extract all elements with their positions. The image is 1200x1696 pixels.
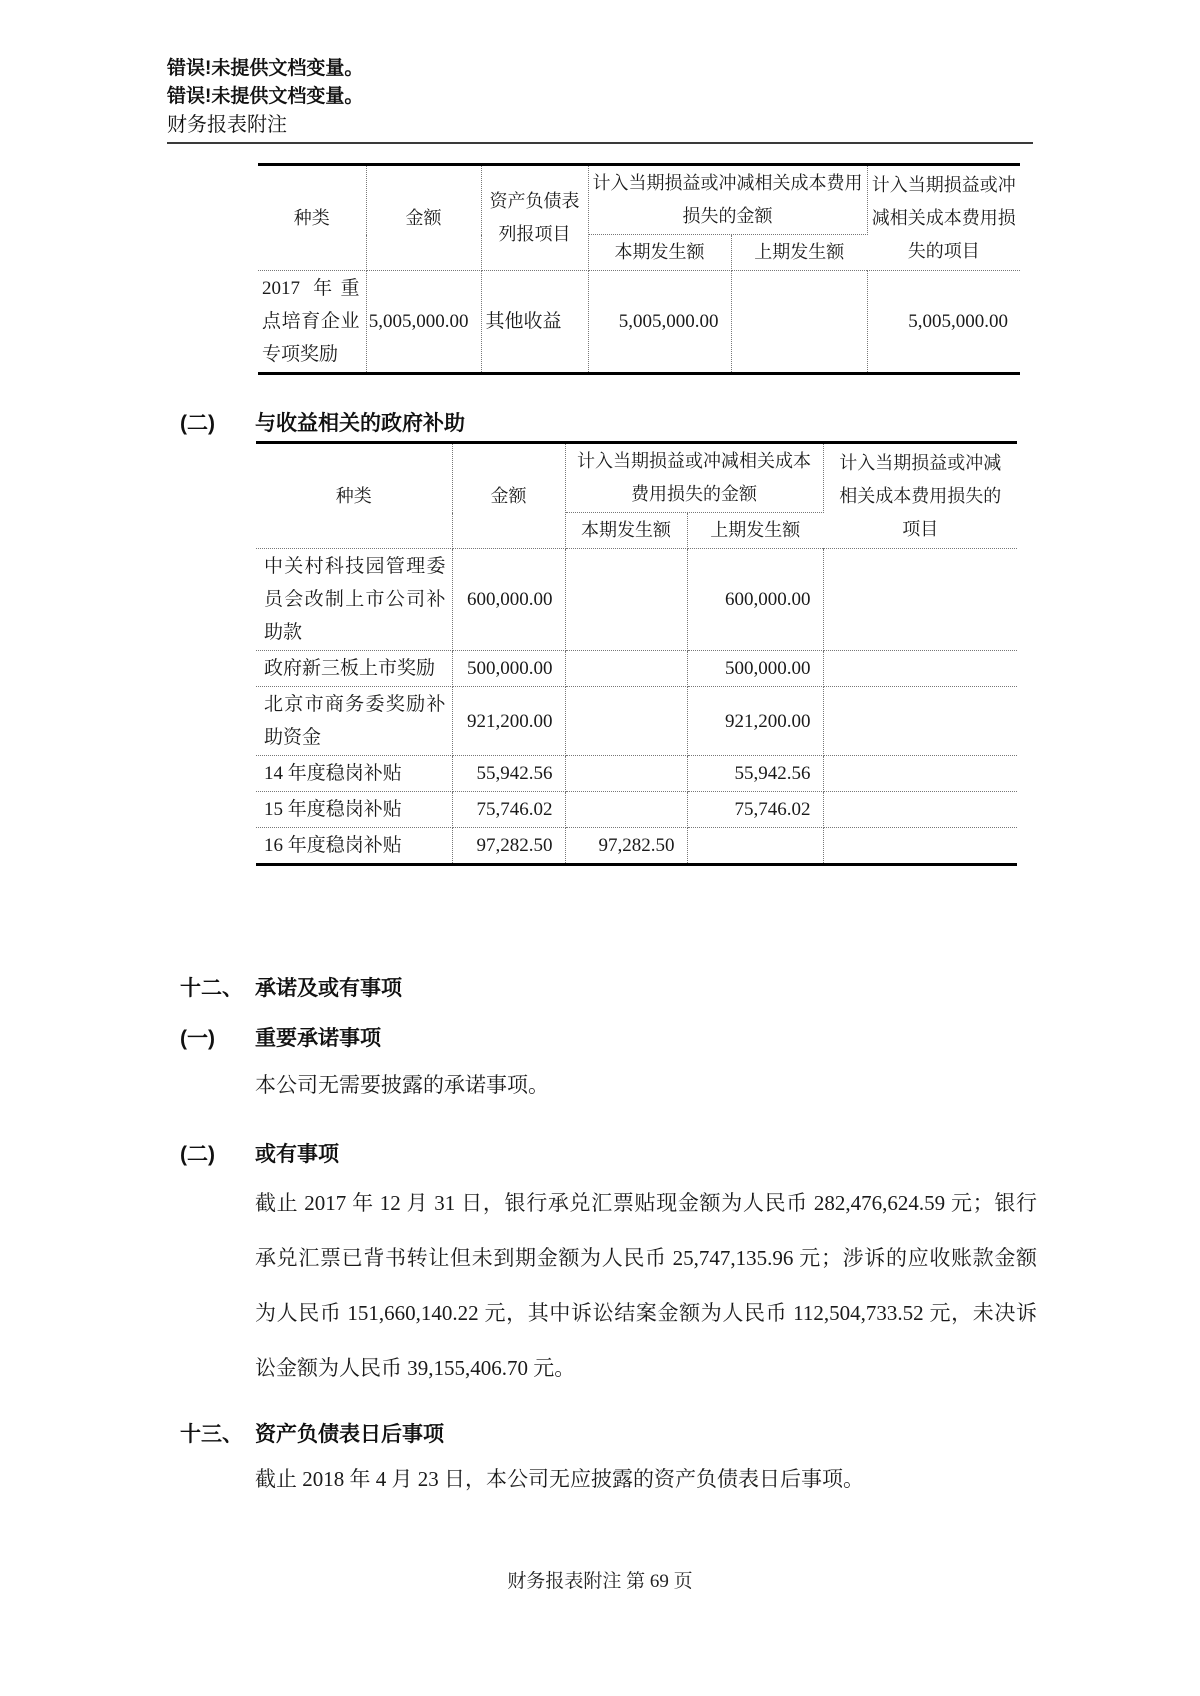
table1-cell-amount: 5,005,000.00: [366, 271, 481, 374]
table2-cell-current: [565, 792, 687, 828]
table2-cell-current: [565, 756, 687, 792]
section-12-1-body: 本公司无需要披露的承诺事项。: [255, 1073, 549, 1097]
section-13-body: 截止 2018 年 4 月 23 日，本公司无应披露的资产负债表日后事项。: [255, 1467, 864, 1491]
table2-cell-current: [565, 651, 687, 687]
header-line-2: 错误!未提供文档变量。: [167, 86, 364, 107]
table-row: [258, 271, 1020, 374]
table2-col-pl-item: 计入当期损益或冲减相关成本费用损失的项目: [823, 443, 1017, 549]
table2-cell-prior: [687, 828, 823, 865]
section-12: [180, 974, 1033, 1004]
table-row: [256, 549, 1017, 651]
table2-cell-pl-item: [823, 651, 1017, 687]
table1-col-prior: 上期发生额: [731, 235, 867, 271]
section-grants-income: [180, 409, 1033, 439]
table2-col-current: 本期发生额: [565, 513, 687, 549]
table2-cell-pl-item: [823, 828, 1017, 865]
table2-cell-type: 14 年度稳岗补贴: [256, 756, 452, 792]
document-header: [167, 55, 1033, 139]
table2-cell-amount: 55,942.56: [452, 756, 565, 792]
table1-cell-pl-item: 5,005,000.00: [908, 311, 1008, 332]
section-13-label: 十三、: [180, 1423, 243, 1446]
table2-cell-type: 15 年度稳岗补贴: [256, 792, 452, 828]
header-line-3: 财务报表附注: [167, 114, 287, 136]
table2-col-prior: 上期发生额: [687, 513, 823, 549]
section-13-title: 资产负债表日后事项: [255, 1423, 444, 1446]
table-row: [256, 687, 1017, 756]
table1-header-row-1: [258, 165, 1020, 235]
header-line-1: 错误!未提供文档变量。: [167, 58, 364, 79]
section-12-label: 十二、: [180, 977, 243, 1000]
grant-table-asset-related: [258, 163, 1020, 375]
table1-cell-type: 2017 年重点培育企业专项奖励: [258, 271, 366, 374]
table2-cell-type: 中关村科技园管理委员会改制上市公司补助款: [256, 549, 452, 651]
table2-cell-amount: 600,000.00: [452, 549, 565, 651]
table2-cell-prior: 921,200.00: [687, 687, 823, 756]
table2-cell-current: 97,282.50: [565, 828, 687, 865]
table-row: [256, 828, 1017, 865]
table2-cell-pl-item: [823, 687, 1017, 756]
table2-cell-pl-item: [823, 549, 1017, 651]
table2-cell-prior: 600,000.00: [687, 549, 823, 651]
page-footer: 财务报表附注 第 69 页: [507, 1571, 693, 1592]
table2-cell-current: [565, 549, 687, 651]
table2-col-amount: 金额: [452, 443, 565, 549]
table2-cell-amount: 921,200.00: [452, 687, 565, 756]
table2-header-row-1: [256, 443, 1017, 513]
section-12-2-label: (二): [180, 1143, 215, 1166]
table2-cell-pl-item: [823, 756, 1017, 792]
table2-cell-prior: 500,000.00: [687, 651, 823, 687]
table1-cell-prior: [731, 271, 867, 374]
table2-col-pl-amount-group: 计入当期损益或冲减相关成本费用损失的金额: [565, 443, 823, 513]
section-12-title: 承诺及或有事项: [255, 977, 402, 1000]
grant-table-income-related: [256, 441, 1017, 866]
table2-cell-type: 政府新三板上市奖励: [256, 651, 452, 687]
section-12-1: [180, 1024, 1033, 1054]
table2-col-type: 种类: [256, 443, 452, 549]
table2-cell-amount: 500,000.00: [452, 651, 565, 687]
table2-cell-amount: 75,746.02: [452, 792, 565, 828]
table1-col-bs-item: 资产负债表列报项目: [481, 165, 588, 271]
table1-cell-current: 5,005,000.00: [588, 271, 731, 374]
table2-cell-prior: 55,942.56: [687, 756, 823, 792]
table1-col-type: 种类: [258, 165, 366, 271]
section-12-1-title: 重要承诺事项: [255, 1027, 381, 1050]
table1-col-pl-amount-group: 计入当期损益或冲减相关成本费用损失的金额: [588, 165, 867, 235]
header-divider: [167, 142, 1033, 144]
table2-cell-current: [565, 687, 687, 756]
table-row: [256, 651, 1017, 687]
section-12-2: [180, 1140, 1033, 1170]
section-12-1-label: (一): [180, 1027, 215, 1050]
table1-col-pl-item: 计入当期损益或冲减相关成本费用损失的项目: [867, 165, 1020, 271]
section-13: [180, 1420, 1033, 1450]
section-12-2-title: 或有事项: [255, 1143, 339, 1166]
section-12-2-body: 截止 2017 年 12 月 31 日，银行承兑汇票贴现金额为人民币 282,476,624.59 元；银行承兑汇票已背书转让但未到期金额为人民币 25,747,135.96 元；涉诉的应收账款金额为人民币 151,660,140.22 元，其中诉讼结案金额为人民币 112,504,733.52 元，未决诉讼金额为人民币 39,155,406.70 元。: [255, 1191, 1037, 1380]
table2-cell-prior: 75,746.02: [687, 792, 823, 828]
table2-cell-pl-item: [823, 792, 1017, 828]
table2-cell-type: 16 年度稳岗补贴: [256, 828, 452, 865]
table1-cell-bs-item: 其他收益: [481, 271, 588, 374]
table2-cell-amount: 97,282.50: [452, 828, 565, 865]
table-row: [256, 756, 1017, 792]
section-grants-income-title: 与收益相关的政府补助: [255, 412, 465, 435]
table2-cell-type: 北京市商务委奖励补助资金: [256, 687, 452, 756]
section-grants-income-label: (二): [180, 412, 215, 435]
table1-col-current: 本期发生额: [588, 235, 731, 271]
page-content: [167, 55, 1037, 1496]
table-row: [256, 792, 1017, 828]
table1-col-amount: 金额: [366, 165, 481, 271]
